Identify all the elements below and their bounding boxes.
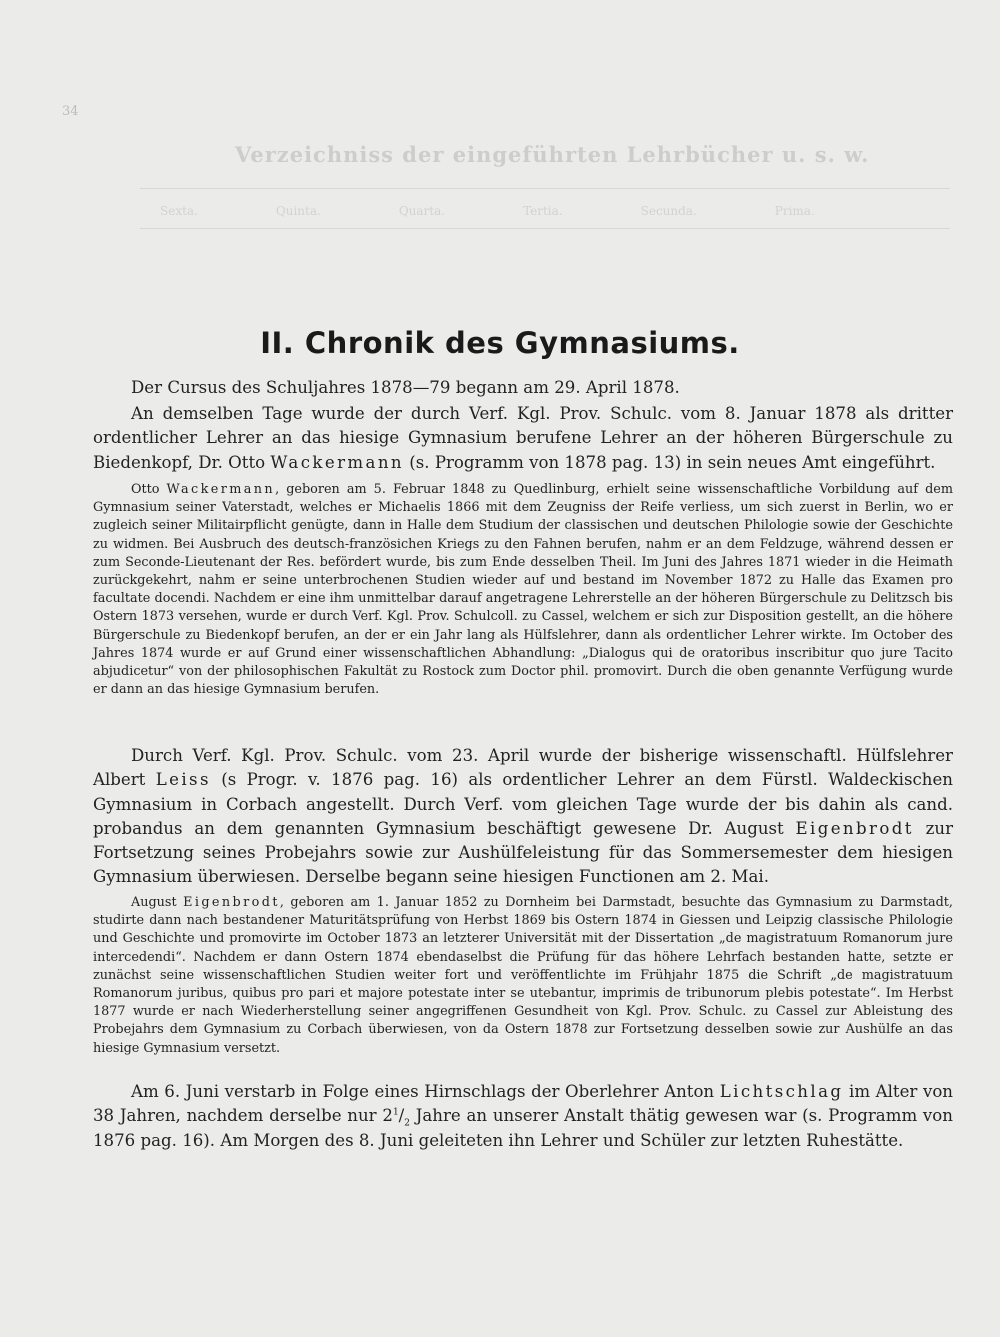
text-run: An demselben Tage wurde der durch Verf. Kgl. Prov. Schulc. vom 8. Januar 1878 als dritter ordentlicher Lehrer an das hiesige Gymnasium berufene Lehrer an der höheren Bürgerschule zu Biedenkopf, Dr. Otto [93,404,953,472]
spaced-name: Lichtschlag [719,1082,844,1101]
page-title: II. Chronik des Gymnasiums. [260,326,740,360]
footnote-paragraph [93,894,953,1058]
spaced-name: Wackermann [166,482,276,497]
bleed-through-header: Prima. [774,204,815,218]
bleed-through-headers [160,204,893,218]
text-run: , geboren am 5. Februar 1848 zu Quedlinburg, erhielt seine wissenschaftliche Vorbildung auf dem Gymnasium seiner Vaterstadt, welches er Michaelis 1866 mit dem Zeugniss der Reife verliess, um sich zuerst in Berlin, wo er zugleich seiner Militairpflicht genügte, dann in Halle dem Studium der classischen und deutschen Philologie sowie der Geschichte zu widmen. Bei Ausbruch des deutsch-französichen Kriegs zu den Fahnen berufen, nahm er an dem Feldzuge, während dessen er zum Seconde-Lieutenant der Res. befördert wurde, bis zum Ende desselben Theil. Im Juni des Jahres 1871 wieder in die Heimath zurückgekehrt, nahm er seine unterbrochenen Studien wieder auf und bestand im November 1872 zu Halle das Examen pro facultate docendi. Nachdem er eine ihm unmittelbar darauf angetragene Lehrerstelle an der höheren Bürgerschule zu Delitzsch bis Ostern 1873 versehen, wurde er durch Verf. Kgl. Prov. Schulcoll. zu Cassel, welchem er sich zur Disposition gestellt, an die höhere Bürgerschule zu Biedenkopf berufen, an der er ein Jahr lang als Hülfslehrer, dann als ordentlicher Lehrer wirkte. Im October des Jahres 1874 wurde er auf Grund einer wissenschaftlichen Abhandlung: „Dialogus qui de oratoribus inscribitur quo jure Tacito abjudicetur“ von der philosophischen Fakultät zu Rostock zum Doctor phil. promovirt. Durch die oben genannte Verfügung wurde er dann an das hiesige Gymnasium berufen. [93,482,953,698]
page-number: 34 [62,104,79,119]
spaced-name: Leiss [155,770,211,790]
text-run: / [398,1106,405,1126]
main-paragraph [93,376,953,400]
bleed-through-header: Quinta. [275,204,321,218]
text-run: Der Cursus des Schuljahres 1878—79 begann am 29. April 1878. [131,378,680,397]
text-run: zur Fortsetzung seines Probejahrs sowie zur Aushülfeleistung für das Sommersemester dem hiesigen Gymnasium überwiesen. Derselbe begann seine hiesigen Functionen am 2. Mai. [93,818,953,887]
main-paragraph [93,744,953,890]
text-run: (s. Programm von 1878 pag. 13) in sein neues Amt eingeführt. [404,452,936,472]
main-paragraph [93,402,953,475]
spaced-name: Eigenbrodt [795,818,914,838]
bleed-through-header: Quarta. [398,204,446,218]
text-run: Otto [131,482,167,497]
text-run: , geboren am 1. Januar 1852 zu Dornheim bei Darmstadt, besuchte das Gymnasium zu Darmstadt, studirte dann nach bestandener Maturitätsprüfung von Herbst 1869 bis Ostern 1874 in Giessen und Leipzig classische Philologie und Geschichte und promovirte im October 1873 an letzterer Universität mit der Dissertation „de magistratuum Romanorum jure intercedendi“. Nachdem er dann Ostern 1874 ebendaselbst die Prüfung für das höhere Lehrfach bestanden hatte, setzte er zunächst seine wissenschaftlichen Studien weiter fort und veröffentlichte im Frühjahr 1875 die Schrift „de magistratuum Romanorum juribus, quibus pro pari et majore potestate inter se utebantur, imprimis de tribunorum plebis potestate“. Im Herbst 1877 wurde er nach Wiederherstellung seiner angegriffenen Gesundheit von Kgl. Prov. Schulc. zu Cassel zur Ableistung des Probejahrs dem Gymnasium zu Corbach überwiesen, von da Ostern 1878 zur Fortsetzung desselben sowie zur Aushülfe an das hiesige Gymnasium versetzt. [93,895,953,1056]
spaced-name: Eigenbrodt [183,895,280,910]
text-run: 2 [404,1118,410,1129]
bleed-through-rule [140,228,950,229]
text-run: im Alter von 38 Jahren, nachdem derselbe nur 2 [93,1082,953,1126]
text-run: Durch Verf. Kgl. Prov. Schulc. vom 23. April wurde der bisherige wissenschaftl. Hülfslehrer Albert [93,746,953,790]
bleed-through-title: Verzeichniss der eingeführten Lehrbücher u. s. w. [235,142,870,167]
text-run: August [131,895,184,910]
spaced-name: Wackermann [270,452,404,472]
text-run: 1 [392,1107,399,1118]
bleed-through-rule [140,188,950,189]
footnote-paragraph [93,481,953,699]
text-run: Am 6. Juni verstarb in Folge eines Hirnschlags der Oberlehrer Anton [131,1082,720,1101]
main-paragraph [93,1080,953,1153]
bleed-through-header: Tertia. [523,204,563,218]
bleed-through-header: Secunda. [640,204,697,218]
bleed-through-header: Sexta. [160,204,198,218]
text-run: Jahre an unserer Anstalt thätig gewesen war (s. Programm von 1876 pag. 16). Am Morgen des 8. Juni geleiteten ihn Lehrer und Schüler zur letzten Ruhestätte. [93,1106,953,1150]
text-run: (s Progr. v. 1876 pag. 16) als ordentlicher Lehrer an dem Fürstl. Waldeckischen Gymnasium in Corbach angestellt. Durch Verf. vom gleichen Tage wurde der bis dahin als cand. probandus an dem genannten Gymnasium beschäftigt gewesene Dr. August [93,770,953,838]
